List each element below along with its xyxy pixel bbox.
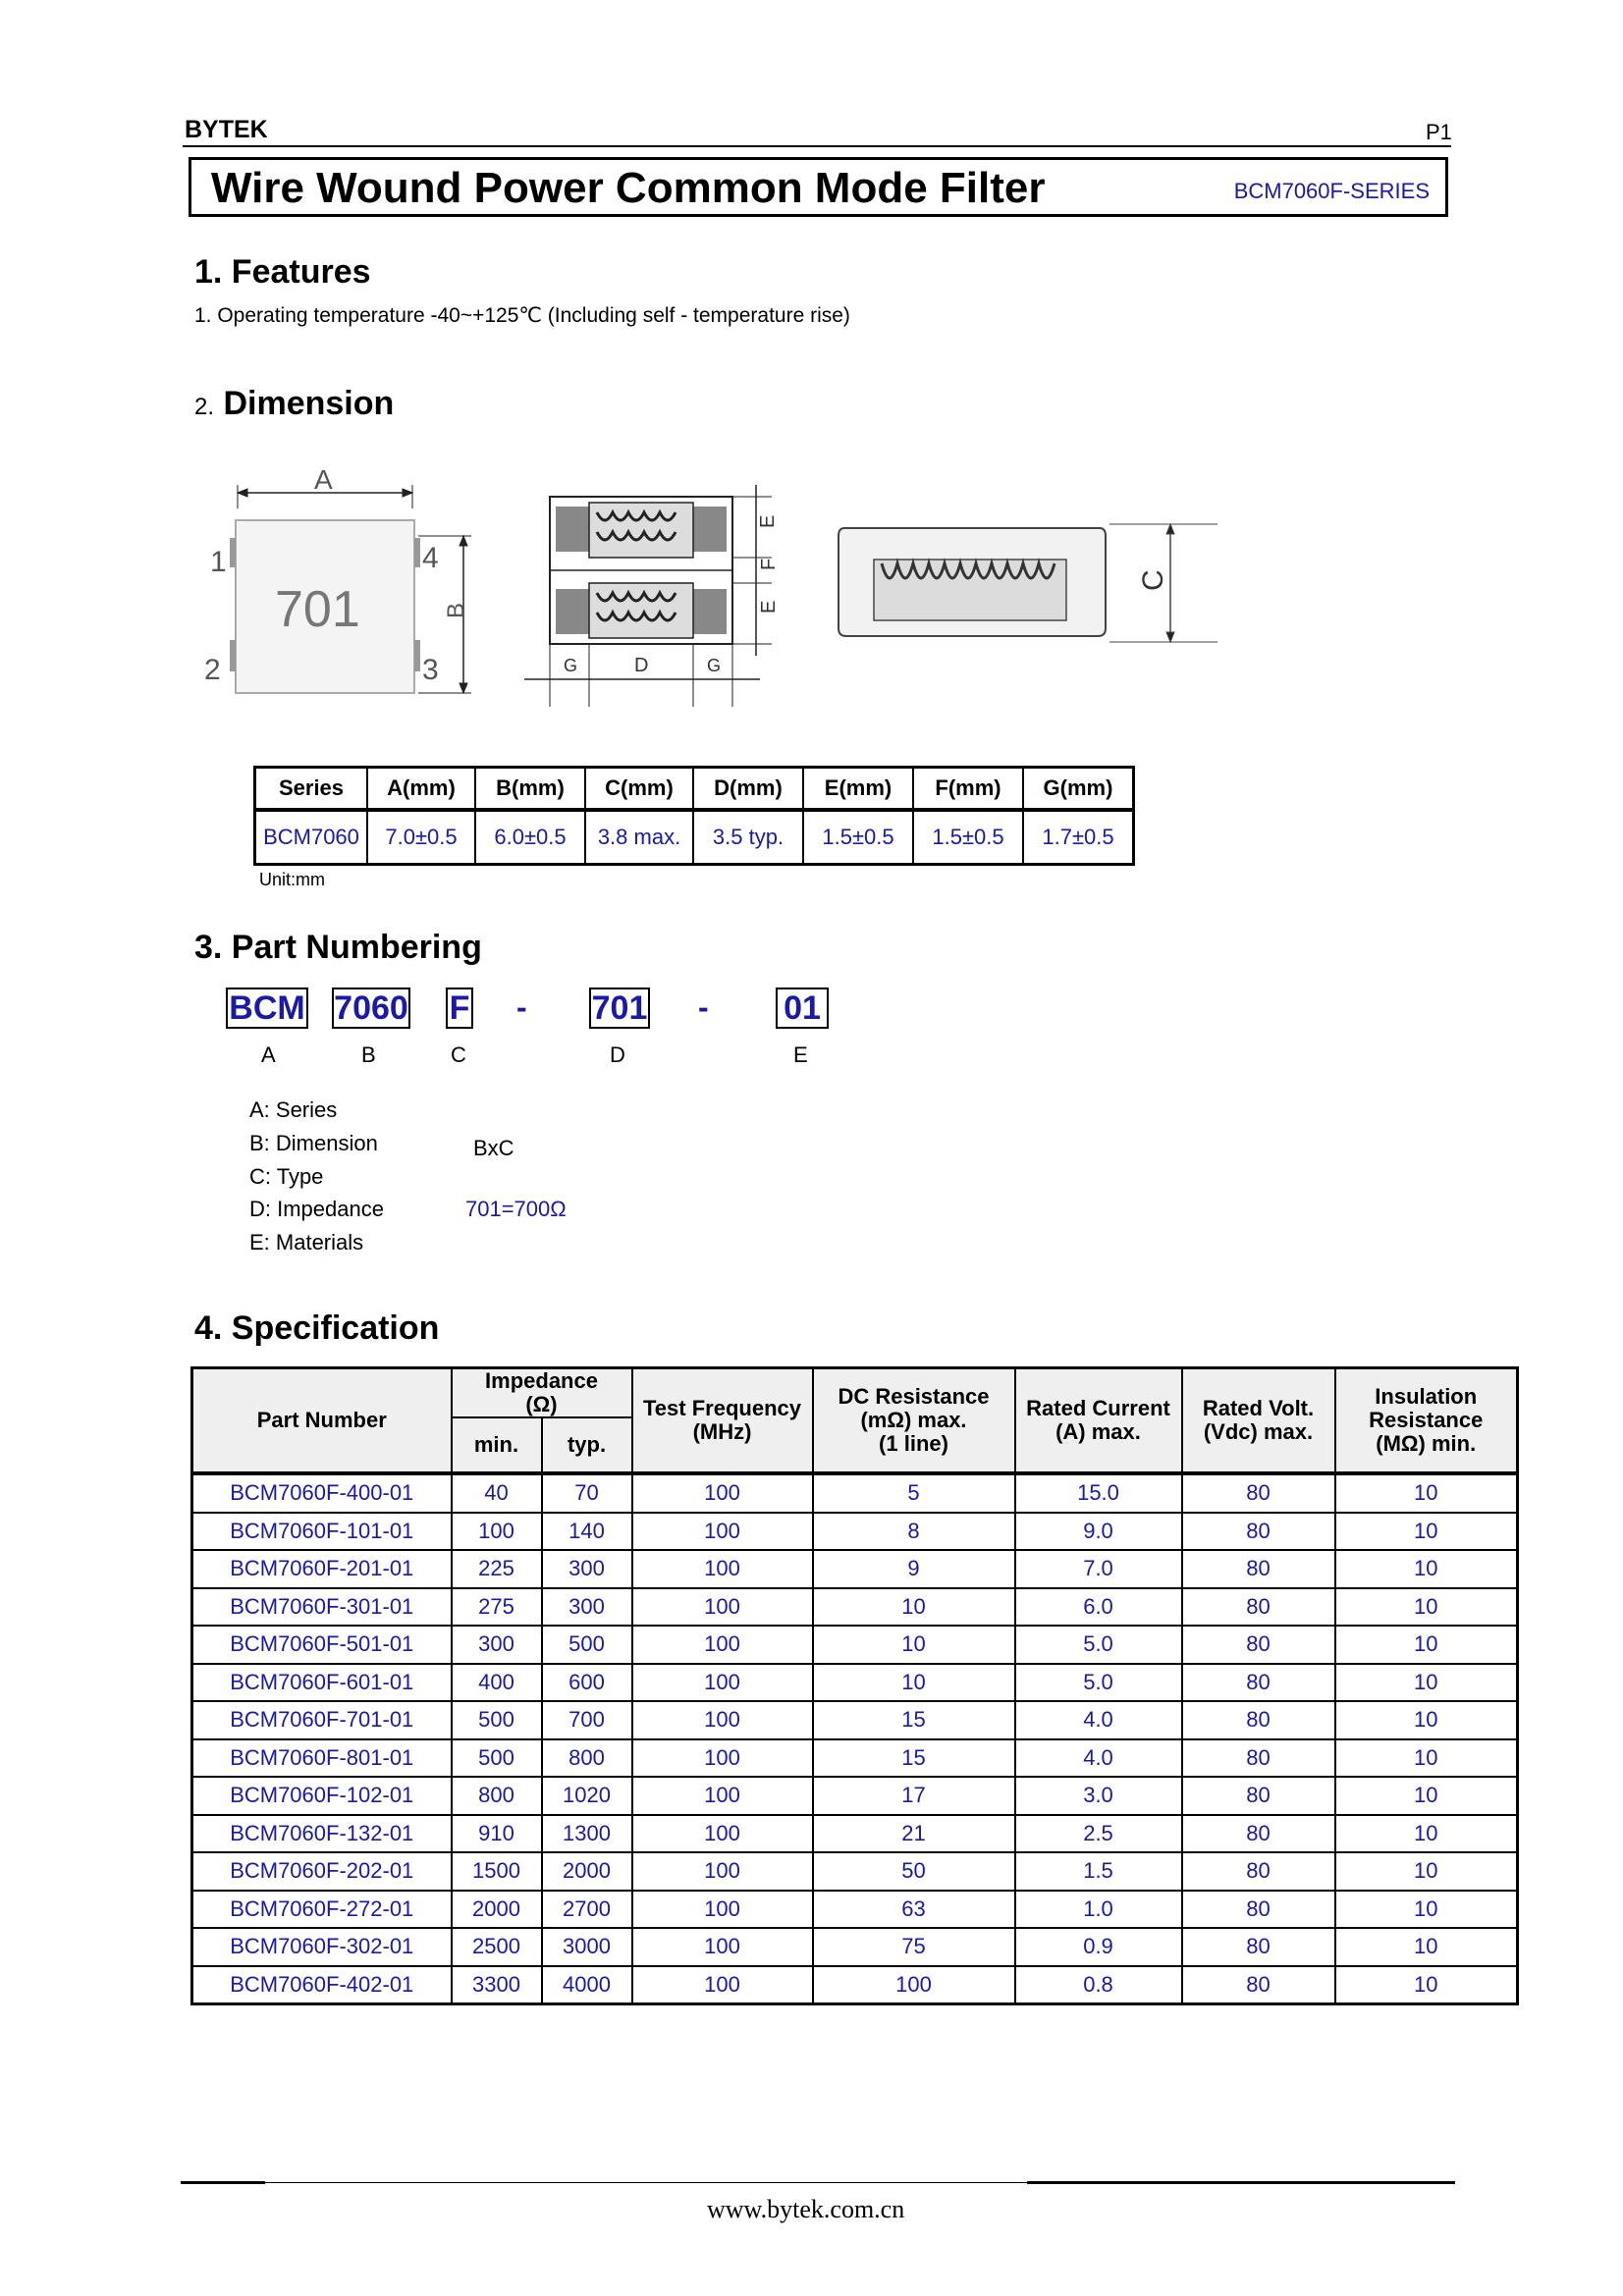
cell-rated-volt: 80 <box>1182 1473 1335 1513</box>
spec-row <box>192 1550 1518 1588</box>
label-f: F <box>758 558 780 570</box>
cell-insulation-resistance: 10 <box>1335 1701 1518 1739</box>
specification-table-body <box>192 1473 1518 2004</box>
cell-rated-volt: 80 <box>1182 1852 1335 1891</box>
cell-part-number: BCM7060F-301-01 <box>192 1588 452 1627</box>
cross-section-view <box>524 485 780 707</box>
spec-row <box>192 1588 1518 1627</box>
cell-rated-current: 1.0 <box>1015 1891 1182 1929</box>
dimension-heading-number: 2. <box>194 394 215 420</box>
cell-rated-current: 3.0 <box>1015 1777 1182 1815</box>
th-impedance-typ: typ. <box>542 1417 632 1473</box>
th-ir-unit: (MΩ) min. <box>1376 1431 1477 1456</box>
cell-test-frequency: 100 <box>632 1852 813 1891</box>
code-series: BCM <box>226 988 308 1029</box>
cell-c: 3.8 max. <box>585 810 693 865</box>
footer-url: www.bytek.com.cn <box>707 2195 905 2223</box>
legend-type: C: Type <box>249 1164 324 1189</box>
side-view <box>839 524 1217 642</box>
cell-test-frequency: 100 <box>632 1513 813 1551</box>
cell-test-frequency: 100 <box>632 1701 813 1739</box>
cell-insulation-resistance: 10 <box>1335 1588 1518 1627</box>
cell-impedance-typ: 1020 <box>542 1777 632 1815</box>
cell-impedance-min: 400 <box>452 1664 542 1702</box>
cell-rated-volt: 80 <box>1182 1966 1335 2004</box>
dash-2: - <box>698 989 709 1025</box>
cell-insulation-resistance: 10 <box>1335 1513 1518 1551</box>
dimension-table <box>253 766 1135 866</box>
th-impedance-label: Impedance <box>485 1368 598 1393</box>
cell-rated-current: 9.0 <box>1015 1513 1182 1551</box>
cell-rated-current: 5.0 <box>1015 1626 1182 1664</box>
header-rule <box>183 145 1451 147</box>
spec-row <box>192 1928 1518 1966</box>
cell-rated-volt: 80 <box>1182 1550 1335 1588</box>
cell-part-number: BCM7060F-701-01 <box>192 1701 452 1739</box>
feature-item: 1. Operating temperature -40~+125℃ (Including self - temperature rise) <box>194 304 850 327</box>
cell-dc-resistance: 75 <box>813 1928 1015 1966</box>
th-current-label: Rated Current <box>1026 1396 1170 1420</box>
cell-insulation-resistance: 10 <box>1335 1966 1518 2004</box>
footer-rule-middle <box>265 2182 1027 2183</box>
cell-part-number: BCM7060F-272-01 <box>192 1891 452 1929</box>
legend-series: A: Series <box>249 1097 338 1122</box>
cell-insulation-resistance: 10 <box>1335 1852 1518 1891</box>
legend-impedance: D: Impedance <box>249 1197 384 1221</box>
specification-table <box>190 1366 1519 2005</box>
label-d: D <box>634 655 649 676</box>
cell-part-number: BCM7060F-402-01 <box>192 1966 452 2004</box>
cell-rated-volt: 80 <box>1182 1626 1335 1664</box>
th-dcr-label: DC Resistance <box>838 1384 990 1409</box>
cell-impedance-min: 2000 <box>452 1891 542 1929</box>
cell-insulation-resistance: 10 <box>1335 1739 1518 1778</box>
code-type: F <box>446 988 473 1029</box>
code-impedance: 701 <box>589 988 650 1029</box>
pin-1: 1 <box>210 546 227 578</box>
th-test-frequency-unit: (MHz) <box>692 1419 752 1444</box>
th-insulation-resistance <box>1335 1368 1518 1474</box>
pin-2: 2 <box>204 654 221 686</box>
spec-row <box>192 1852 1518 1891</box>
cell-impedance-min: 2500 <box>452 1928 542 1966</box>
th-b: B(mm) <box>475 768 585 811</box>
cell-part-number: BCM7060F-501-01 <box>192 1626 452 1664</box>
spec-row <box>192 1966 1518 2004</box>
th-ir-label-2: Resistance <box>1369 1408 1484 1432</box>
cell-impedance-min: 1500 <box>452 1852 542 1891</box>
cell-dc-resistance: 100 <box>813 1966 1015 2004</box>
cell-rated-volt: 80 <box>1182 1513 1335 1551</box>
th-current-unit: (A) max. <box>1055 1419 1141 1444</box>
cell-a: 7.0±0.5 <box>367 810 475 865</box>
cell-part-number: BCM7060F-201-01 <box>192 1550 452 1588</box>
th-rated-volt <box>1182 1368 1335 1474</box>
title-box <box>189 157 1448 217</box>
letter-c: C <box>451 1042 466 1067</box>
cell-rated-current: 4.0 <box>1015 1739 1182 1778</box>
dimension-table-row <box>255 810 1134 865</box>
th-part-number: Part Number <box>192 1368 452 1474</box>
th-dc-resistance <box>813 1368 1015 1474</box>
spec-row <box>192 1891 1518 1929</box>
cell-series: BCM7060 <box>255 810 368 865</box>
cell-test-frequency: 100 <box>632 1588 813 1627</box>
cell-part-number: BCM7060F-102-01 <box>192 1777 452 1815</box>
cell-impedance-min: 225 <box>452 1550 542 1588</box>
cell-rated-volt: 80 <box>1182 1928 1335 1966</box>
cell-dc-resistance: 15 <box>813 1701 1015 1739</box>
cell-dc-resistance: 17 <box>813 1777 1015 1815</box>
cell-part-number: BCM7060F-400-01 <box>192 1473 452 1513</box>
cell-impedance-min: 500 <box>452 1739 542 1778</box>
cell-impedance-typ: 600 <box>542 1664 632 1702</box>
cell-dc-resistance: 10 <box>813 1588 1015 1627</box>
cell-dc-resistance: 5 <box>813 1473 1015 1513</box>
cell-test-frequency: 100 <box>632 1928 813 1966</box>
cell-impedance-typ: 800 <box>542 1739 632 1778</box>
cell-impedance-typ: 1300 <box>542 1815 632 1853</box>
code-dimension: 7060 <box>332 988 410 1029</box>
cell-part-number: BCM7060F-132-01 <box>192 1815 452 1853</box>
cell-impedance-typ: 2000 <box>542 1852 632 1891</box>
brand-name: BYTEK <box>185 116 268 143</box>
part-numbering-heading: 3. Part Numbering <box>194 929 482 966</box>
dimension-heading-text: Dimension <box>223 385 395 422</box>
cell-insulation-resistance: 10 <box>1335 1777 1518 1815</box>
page-number: P1 <box>1426 120 1452 144</box>
cell-impedance-typ: 300 <box>542 1588 632 1627</box>
unit-note: Unit:mm <box>259 870 325 889</box>
cell-part-number: BCM7060F-601-01 <box>192 1664 452 1702</box>
cell-impedance-min: 100 <box>452 1513 542 1551</box>
code-materials: 01 <box>776 988 829 1029</box>
th-series: Series <box>255 768 368 811</box>
th-c: C(mm) <box>585 768 693 811</box>
cell-impedance-typ: 140 <box>542 1513 632 1551</box>
cell-test-frequency: 100 <box>632 1664 813 1702</box>
cell-rated-volt: 80 <box>1182 1777 1335 1815</box>
label-g-right: G <box>707 656 722 675</box>
cell-dc-resistance: 15 <box>813 1739 1015 1778</box>
cell-insulation-resistance: 10 <box>1335 1626 1518 1664</box>
spec-row <box>192 1626 1518 1664</box>
cell-rated-current: 1.5 <box>1015 1852 1182 1891</box>
cell-dc-resistance: 8 <box>813 1513 1015 1551</box>
legend-materials: E: Materials <box>249 1230 364 1255</box>
legend-dimension-value: BxC <box>473 1136 514 1160</box>
cell-rated-volt: 80 <box>1182 1701 1335 1739</box>
cell-impedance-min: 275 <box>452 1588 542 1627</box>
cell-impedance-min: 300 <box>452 1626 542 1664</box>
cell-rated-current: 4.0 <box>1015 1701 1182 1739</box>
cell-rated-volt: 80 <box>1182 1815 1335 1853</box>
cell-impedance-typ: 4000 <box>542 1966 632 2004</box>
spec-row <box>192 1473 1518 1513</box>
cell-part-number: BCM7060F-101-01 <box>192 1513 452 1551</box>
cell-dc-resistance: 50 <box>813 1852 1015 1891</box>
label-a: A <box>314 464 333 495</box>
cell-rated-current: 7.0 <box>1015 1550 1182 1588</box>
dimension-table-header <box>255 768 1134 811</box>
cell-rated-current: 2.5 <box>1015 1815 1182 1853</box>
cell-test-frequency: 100 <box>632 1966 813 2004</box>
cell-dc-resistance: 9 <box>813 1550 1015 1588</box>
cell-dc-resistance: 10 <box>813 1626 1015 1664</box>
cell-impedance-typ: 3000 <box>542 1928 632 1966</box>
label-e-top: E <box>757 514 779 528</box>
cell-rated-volt: 80 <box>1182 1588 1335 1627</box>
label-g-left: G <box>564 656 578 675</box>
series-label: BCM7060F-SERIES <box>1233 179 1430 203</box>
dimension-drawing <box>187 461 1227 717</box>
th-impedance-min: min. <box>452 1417 542 1473</box>
dimension-heading <box>194 385 394 423</box>
cell-insulation-resistance: 10 <box>1335 1928 1518 1966</box>
th-test-frequency <box>632 1368 813 1474</box>
cell-insulation-resistance: 10 <box>1335 1473 1518 1513</box>
letter-b: B <box>361 1042 376 1067</box>
pin-4: 4 <box>422 542 439 574</box>
cell-impedance-min: 500 <box>452 1701 542 1739</box>
spec-row <box>192 1664 1518 1702</box>
cell-insulation-resistance: 10 <box>1335 1891 1518 1929</box>
cell-rated-volt: 80 <box>1182 1664 1335 1702</box>
cell-rated-volt: 80 <box>1182 1739 1335 1778</box>
th-dcr-unit: (mΩ) max. <box>860 1408 967 1432</box>
cell-test-frequency: 100 <box>632 1777 813 1815</box>
cell-rated-current: 0.8 <box>1015 1966 1182 2004</box>
cell-impedance-min: 800 <box>452 1777 542 1815</box>
letter-d: D <box>610 1042 625 1067</box>
th-impedance-unit: (Ω) <box>525 1392 558 1416</box>
cell-dc-resistance: 10 <box>813 1664 1015 1702</box>
spec-row <box>192 1739 1518 1778</box>
cell-test-frequency: 100 <box>632 1739 813 1778</box>
spec-row <box>192 1815 1518 1853</box>
th-e: E(mm) <box>803 768 913 811</box>
spec-row <box>192 1701 1518 1739</box>
features-heading: 1. Features <box>194 253 371 291</box>
cell-impedance-typ: 700 <box>542 1701 632 1739</box>
cell-rated-current: 6.0 <box>1015 1588 1182 1627</box>
letter-a: A <box>261 1042 276 1067</box>
specification-heading: 4. Specification <box>194 1309 440 1347</box>
dash-1: - <box>516 989 527 1025</box>
cell-insulation-resistance: 10 <box>1335 1550 1518 1588</box>
cell-g: 1.7±0.5 <box>1023 810 1134 865</box>
cell-insulation-resistance: 10 <box>1335 1815 1518 1853</box>
label-e-bottom: E <box>758 600 780 614</box>
th-dcr-note: (1 line) <box>879 1431 948 1456</box>
cell-dc-resistance: 21 <box>813 1815 1015 1853</box>
cell-impedance-typ: 500 <box>542 1626 632 1664</box>
cell-insulation-resistance: 10 <box>1335 1664 1518 1702</box>
cell-test-frequency: 100 <box>632 1626 813 1664</box>
footer-rule-right <box>1027 2181 1455 2184</box>
th-d: D(mm) <box>693 768 803 811</box>
spec-row <box>192 1777 1518 1815</box>
legend-impedance-value: 701=700Ω <box>465 1197 567 1221</box>
cell-impedance-typ: 2700 <box>542 1891 632 1929</box>
th-impedance <box>452 1368 632 1418</box>
cell-f: 1.5±0.5 <box>913 810 1023 865</box>
th-ir-label: Insulation <box>1375 1384 1478 1409</box>
th-volt-label: Rated Volt. <box>1202 1396 1315 1420</box>
cell-impedance-min: 910 <box>452 1815 542 1853</box>
cell-part-number: BCM7060F-302-01 <box>192 1928 452 1966</box>
cell-e: 1.5±0.5 <box>803 810 913 865</box>
footer-rule-left <box>181 2181 265 2184</box>
th-rated-current <box>1015 1368 1182 1474</box>
cell-impedance-min: 40 <box>452 1473 542 1513</box>
cell-impedance-typ: 70 <box>542 1473 632 1513</box>
legend-dimension: B: Dimension <box>249 1131 378 1155</box>
th-test-frequency-label: Test Frequency <box>643 1396 801 1420</box>
label-b: B <box>443 602 469 618</box>
letter-e: E <box>793 1042 808 1067</box>
cell-impedance-typ: 300 <box>542 1550 632 1588</box>
th-volt-unit: (Vdc) max. <box>1203 1419 1314 1444</box>
pin-3: 3 <box>422 654 439 686</box>
spec-row <box>192 1513 1518 1551</box>
cell-impedance-min: 3300 <box>452 1966 542 2004</box>
cell-rated-current: 0.9 <box>1015 1928 1182 1966</box>
label-c: C <box>1137 569 1169 591</box>
cell-dc-resistance: 63 <box>813 1891 1015 1929</box>
page-title: Wire Wound Power Common Mode Filter <box>211 164 1046 212</box>
cell-test-frequency: 100 <box>632 1815 813 1853</box>
cell-test-frequency: 100 <box>632 1473 813 1513</box>
cell-part-number: BCM7060F-801-01 <box>192 1739 452 1778</box>
th-a: A(mm) <box>367 768 475 811</box>
cell-test-frequency: 100 <box>632 1550 813 1588</box>
cell-test-frequency: 100 <box>632 1891 813 1929</box>
cell-rated-current: 5.0 <box>1015 1664 1182 1702</box>
cell-rated-volt: 80 <box>1182 1891 1335 1929</box>
marking-701: 701 <box>275 581 360 638</box>
cell-rated-current: 15.0 <box>1015 1473 1182 1513</box>
th-g: G(mm) <box>1023 768 1134 811</box>
top-view <box>204 464 471 693</box>
cell-part-number: BCM7060F-202-01 <box>192 1852 452 1891</box>
cell-b: 6.0±0.5 <box>475 810 585 865</box>
cell-d: 3.5 typ. <box>693 810 803 865</box>
th-f: F(mm) <box>913 768 1023 811</box>
